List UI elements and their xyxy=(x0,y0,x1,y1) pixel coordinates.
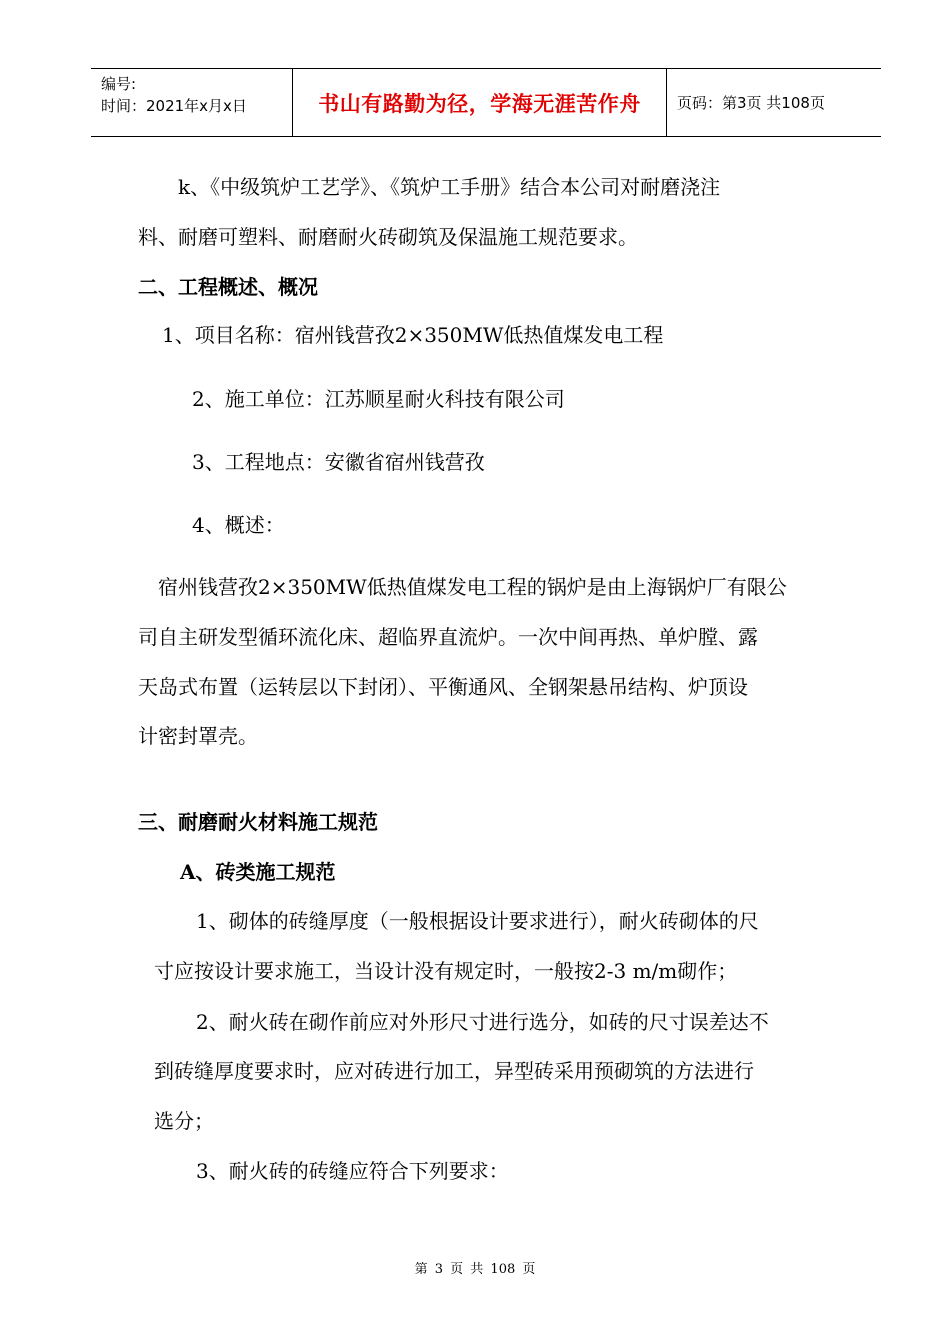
body-line: 2、耐火砖在砌作前应对外形尺寸进行选分，如砖的尺寸误差达不 xyxy=(196,1010,769,1034)
body-line: 到砖缝厚度要求时，应对砖进行加工，异型砖采用预砌筑的方法进行 xyxy=(154,1059,754,1083)
body-line: k、《中级筑炉工艺学》、《筑炉工手册》结合本公司对耐磨浇注 xyxy=(178,175,721,199)
code-label: 编号: xyxy=(101,75,137,93)
body-line: 料、耐磨可塑料、耐磨耐火砖砌筑及保温施工规范要求。 xyxy=(138,225,638,249)
body-line: 1、项目名称：宿州钱营孜2×350MW低热值煤发电工程 xyxy=(162,323,664,347)
body-line: 2、施工单位：江苏顺星耐火科技有限公司 xyxy=(192,387,565,411)
time-label: 时间：2021年x月x日 xyxy=(101,97,247,115)
body-line: 天岛式布置（运转层以下封闭）、平衡通风、全钢架悬吊结构、炉顶设 xyxy=(138,675,748,699)
body-line: 3、耐火砖的砖缝应符合下列要求： xyxy=(196,1159,509,1183)
header-meta xyxy=(91,69,293,136)
body-line: 宿州钱营孜2×350MW低热值煤发电工程的锅炉是由上海锅炉厂有限公 xyxy=(158,575,787,599)
header-motto: 书山有路勤为径，学海无涯苦作舟 xyxy=(293,69,667,136)
subsection-heading: A、砖类施工规范 xyxy=(180,860,336,884)
page-footer: 第 3 页 共 108 页 xyxy=(414,1262,536,1277)
header-page-info: 页码：第3页 共108页 xyxy=(677,94,825,112)
section-heading: 三、耐磨耐火材料施工规范 xyxy=(138,810,378,834)
body-line: 4、概述： xyxy=(192,513,285,537)
body-line: 3、工程地点：安徽省宿州钱营孜 xyxy=(192,450,485,474)
body-line: 选分； xyxy=(154,1109,214,1133)
page-header xyxy=(91,68,881,137)
body-line: 寸应按设计要求施工，当设计没有规定时，一般按2-3 m/m砌作； xyxy=(154,959,738,983)
body-line: 司自主研发型循环流化床、超临界直流炉。一次中间再热、单炉膛、露 xyxy=(138,625,758,649)
section-heading: 二、工程概述、概况 xyxy=(138,275,318,299)
body-line: 计密封罩壳。 xyxy=(138,724,258,748)
body-line: 1、砌体的砖缝厚度（一般根据设计要求进行），耐火砖砌体的尺 xyxy=(196,909,759,933)
